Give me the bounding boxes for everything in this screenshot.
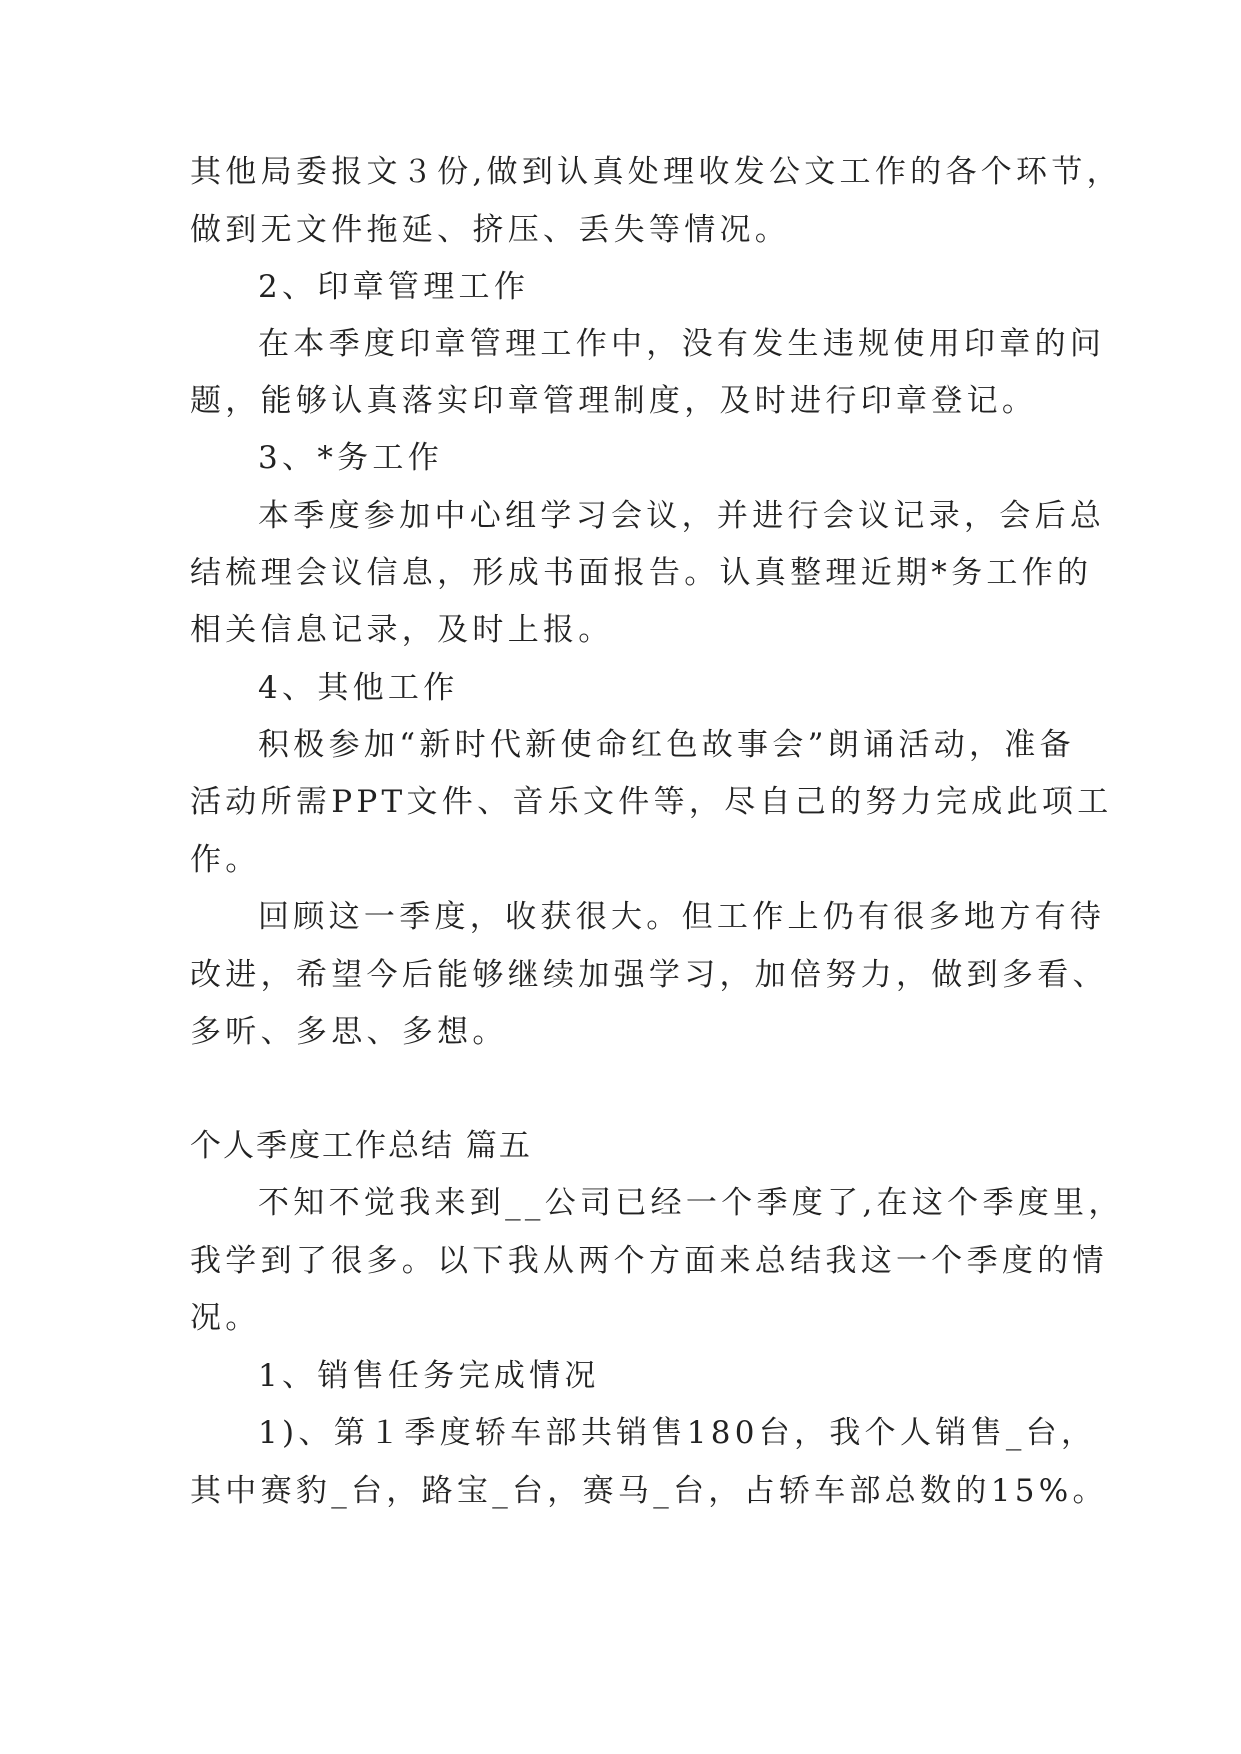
paragraph-line: 活动所需PPT文件、音乐文件等，尽自己的努力完成此项工: [190, 784, 1113, 820]
section-heading-sales-tasks: 1、销售任务完成情况: [258, 1358, 600, 1394]
section-heading-seal-management: 2、印章管理工作: [258, 269, 530, 305]
paragraph-line: 题，能够认真落实印章管理制度，及时进行印章登记。: [190, 383, 1038, 419]
paragraph-line: 积极参加“新时代新使命红色故事会”朗诵活动，准备: [258, 727, 1075, 763]
paragraph-line: 做到无文件拖延、挤压、丢失等情况。: [190, 212, 791, 248]
paragraph-line: 作。: [190, 842, 261, 878]
section-heading-other-work: 4、其他工作: [258, 670, 459, 706]
paragraph-line: 其中赛豹_台，路宝_台，赛马_台，占轿车部总数的15%。: [190, 1473, 1108, 1509]
paragraph-line: 况。: [190, 1300, 261, 1336]
section-heading-affairs-work: 3、*务工作: [258, 440, 444, 476]
paragraph-line: 其他局委报文３份,做到认真处理收发公文工作的各个环节，: [190, 154, 1122, 190]
paragraph-line: 多听、多思、多想。: [190, 1014, 508, 1050]
paragraph-line: 在本季度印章管理工作中，没有发生违规使用印章的问: [258, 326, 1106, 362]
paragraph-line: 不知不觉我来到__公司已经一个季度了,在这个季度里，: [258, 1185, 1124, 1221]
paragraph-line: 相关信息记录，及时上报。: [190, 612, 614, 648]
paragraph-line: 本季度参加中心组学习会议，并进行会议记录，会后总: [258, 498, 1106, 534]
paragraph-line: 改进，希望今后能够继续加强学习，加倍努力，做到多看、: [190, 957, 1108, 993]
paragraph-line: 回顾这一季度，收获很大。但工作上仍有很多地方有待: [258, 899, 1106, 935]
paragraph-line: 1)、第１季度轿车部共销售180台，我个人销售_台，: [258, 1415, 1097, 1451]
paragraph-line: 我学到了很多。以下我从两个方面来总结我这一个季度的情: [190, 1243, 1108, 1279]
paragraph-line: 结梳理会议信息，形成书面报告。认真整理近期*务工作的: [190, 555, 1093, 591]
section-title: 个人季度工作总结 篇五: [190, 1128, 532, 1164]
